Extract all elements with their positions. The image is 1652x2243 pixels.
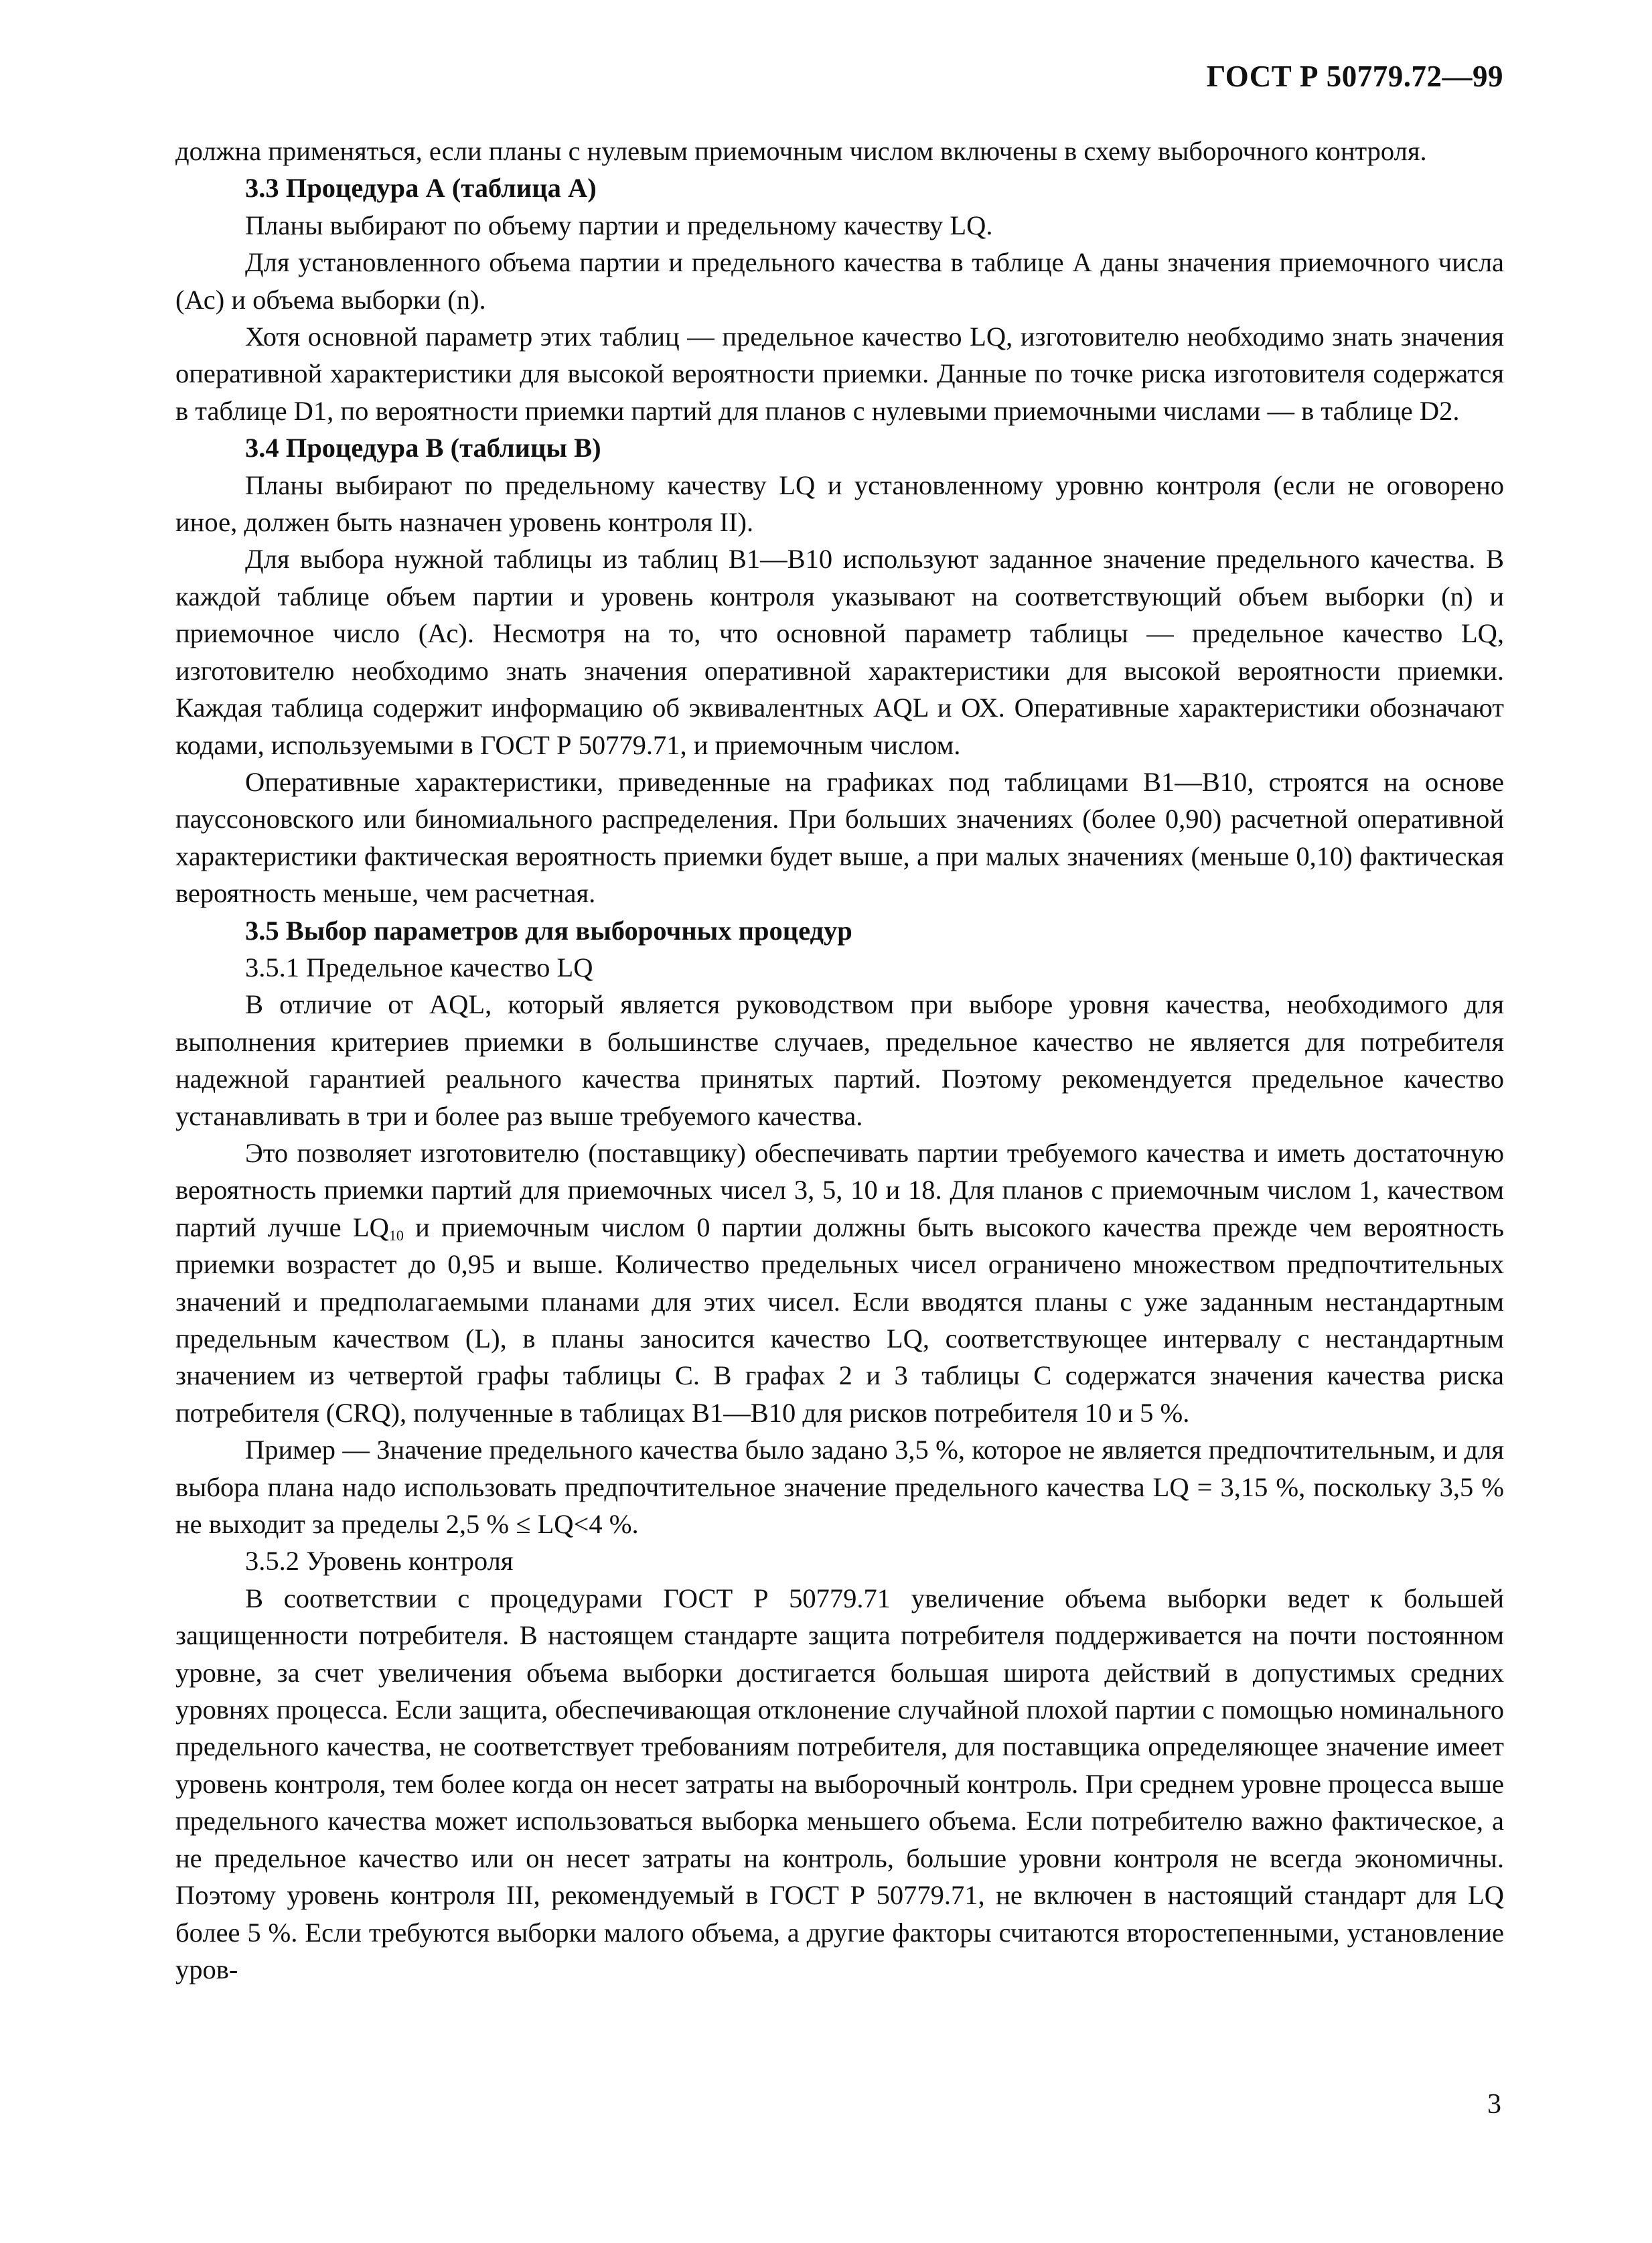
document-header-id: ГОСТ Р 50779.72—99 <box>1206 60 1503 93</box>
paragraph: Хотя основной параметр этих таблиц — предельное качество LQ, изготовителю необходимо знать значения оперативной характеристики для высокой вероятности приемки. Данные по точке риска изготовителя содержатся в таблице D1, по вероятности приемки партий для планов с нулевыми приемочными числами — в таблице D2. <box>175 321 1504 426</box>
subsection-heading-3-5-1: 3.5.1 Предельное качество LQ <box>245 952 593 983</box>
paragraph: Планы выбирают по предельному качеству LQ и установленному уровню контроля (если не оговорено иное, должен быть назначен уровень контроля II). <box>175 469 1504 538</box>
section-heading-3-3: 3.3 Процедура А (таблица А) <box>245 173 597 204</box>
paragraph: Оперативные характеристики, приведенные на графиках под таблицами В1—В10, строятся на основе пауссоновского или биномиального распределения. При больших значениях (более 0,90) расчетной оперативной характеристики фактическая вероятность приемки будет выше, а при малых значениях (меньше 0,10) фактическая вероятность меньше, чем расчетная. <box>175 766 1504 909</box>
text-run: Это позволяет изготовителю (поставщику) обеспечивать партии требуемого качества и иметь достаточную вероятность приемки партий для приемочных чисел 3, 5, 10 и 18. Для планов с приемочным числом 1, качеством партий лучше LQ <box>175 1137 1504 1242</box>
section-heading-3-4: 3.4 Процедура В (таблицы В) <box>245 433 601 463</box>
subscript: 10 <box>388 1226 404 1244</box>
example-paragraph: Пример — Значение предельного качества было задано 3,5 %, которое не является предпочтительным, и для выбора плана надо использовать предпочтительное значение предельного качества LQ = 3,15 %, поскольку 3,5 % не выходит за пределы 2,5 % ≤ LQ<4 %. <box>175 1435 1504 1540</box>
text-run: и приемочным числом 0 партии должны быть высокого качества прежде чем вероятность приемки возрастет до 0,95 и выше. Количество предельных чисел ограничено множеством предпочтительных значений и предполагаемыми планами для этих чисел. Если вводятся планы с уже заданным нестандартным предельным качеством (L), в планы заносится качество LQ, соответствующее интервалу с нестандартным значением из четвертой графы таблицы С. В графах 2 и 3 таблицы С содержатся значения качества риска потребителя (CRQ), полученные в таблицах В1—В10 для рисков потребителя 10 и 5 %. <box>175 1212 1505 1428</box>
section-heading-3-5: 3.5 Выбор параметров для выборочных процедур <box>245 915 852 946</box>
page-number: 3 <box>1487 2089 1501 2120</box>
paragraph-continuation: должна применяться, если планы с нулевым приемочным числом включены в схему выборочного контроля. <box>175 136 1427 166</box>
paragraph: Для выбора нужной таблицы из таблиц В1—В10 используют заданное значение предельного качества. В каждой таблице объем партии и уровень контроля указывают на соответствующий объем выборки (n) и приемочное число (Ас). Несмотря на то, что основной параметр таблицы — предельное качество LQ, изготовителю необходимо знать значения оперативной характеристики для высокой вероятности приемки. Каждая таблица содержит информацию об эквивалентных AQL и ОХ. Оперативные характеристики обозначают кодами, используемыми в ГОСТ Р 50779.71, и приемочным числом. <box>175 544 1504 760</box>
paragraph: Планы выбирают по объему партии и предельному качеству LQ. <box>245 210 993 240</box>
paragraph: В соответствии с процедурами ГОСТ Р 50779.71 увеличение объема выборки ведет к большей защищенности потребителя. В настоящем стандарте защита потребителя поддерживается на почти постоянном уровне, за счет увеличения объема выборки достигается большая широта действий в допустимых средних уровнях процесса. Если защита, обеспечивающая отклонение случайной плохой партии с помощью номинального предельного качества, не соответствует требованиям потребителя, для поставщика определяющее значение имеет уровень контроля, тем более когда он несет затраты на выборочный контроль. При среднем уровне процесса выше предельного качества может использоваться выборка меньшего объема. Если потребителю важно фактическое, а не предельное качество или он несет затраты на контроль, большие уровни контроля не всегда экономичны. Поэтому уровень контроля III, рекомендуемый в ГОСТ Р 50779.71, не включен в настоящий стандарт для LQ более 5 %. Если требуются выборки малого объема, а другие факторы считаются второстепенными, установление уров- <box>175 1583 1504 1984</box>
page-content <box>175 133 1504 1988</box>
paragraph-with-subscript <box>175 1135 1504 1431</box>
subsection-heading-3-5-2: 3.5.2 Уровень контроля <box>245 1546 514 1577</box>
paragraph: В отличие от AQL, который является руководством при выборе уровня качества, необходимого для выполнения критериев приемки в большинстве случаев, предельное качество не является для потребителя надежной гарантией реального качества принятых партий. Поэтому рекомендуется предельное качество устанавливать в три и более раз выше требуемого качества. <box>175 989 1504 1131</box>
paragraph: Для установленного объема партии и предельного качества в таблице А даны значения приемочного числа (Ас) и объема выборки (n). <box>175 247 1504 315</box>
